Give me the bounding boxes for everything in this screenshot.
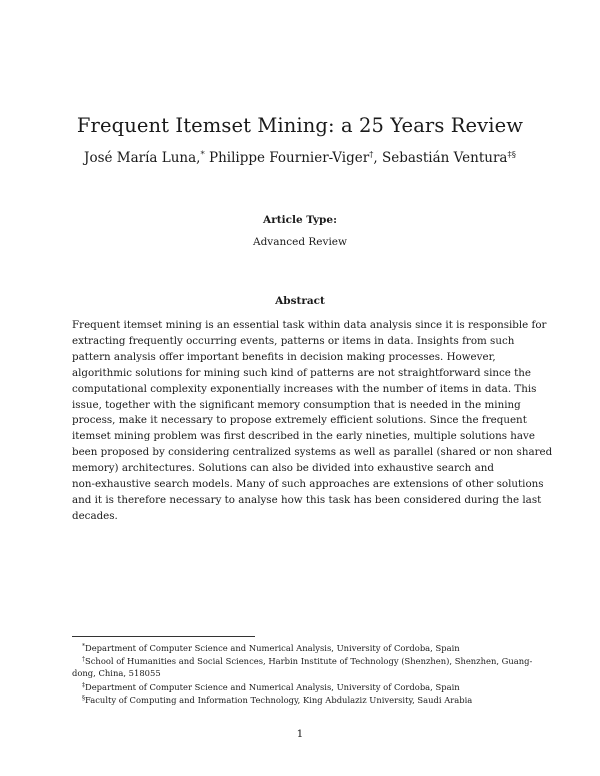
- footnote-text: School of Humanities and Social Sciences, Harbin Institute of Technology (Shenzhen), Shenzhen, Guang-: [85, 656, 533, 667]
- footnote-mark: ‡: [82, 681, 85, 689]
- abstract-line: process, make it necessary to propose extremely efficient solutions. Since the frequent: [72, 414, 527, 427]
- author-name: José María Luna,: [84, 150, 201, 166]
- abstract-line: been proposed by considering centralized systems as well as parallel (shared or non shared: [72, 446, 553, 459]
- author-list: [0, 150, 600, 166]
- footnote: [72, 641, 532, 654]
- abstract-line: issue, together with the significant memory consumption that is needed in the mining: [72, 398, 521, 411]
- article-type-value: Advanced Review: [252, 236, 348, 248]
- abstract-line: extracting frequently occurring events, patterns or items in data. Insights from such: [72, 334, 515, 347]
- abstract-line: itemset mining problem was first described in the early nineties, multiple solutions have: [72, 430, 535, 443]
- abstract-line: decades.: [72, 509, 118, 522]
- footnote-continuation: dong, China, 518055: [72, 668, 161, 679]
- author-mark: *: [200, 150, 205, 160]
- abstract-line: pattern analysis offer important benefits in decision making processes. However,: [72, 350, 496, 363]
- paper-title: Frequent Itemset Mining: a 25 Years Review: [76, 114, 524, 137]
- footnote-mark: §: [82, 694, 85, 702]
- footnote-text: Department of Computer Science and Numerical Analysis, University of Cordoba, Spain: [85, 681, 460, 692]
- footnote: [72, 680, 532, 693]
- footnote: [72, 654, 532, 667]
- abstract-line: Frequent itemset mining is an essential task within data analysis since it is responsible for: [72, 319, 547, 331]
- footnote-text: Faculty of Computing and Information Technology, King Abdulaziz University, Saudi Arabia: [85, 694, 473, 705]
- abstract-line: and it is therefore necessary to analyse how this task has been considered during the last: [72, 493, 542, 506]
- abstract-line: memory) architectures. Solutions can also be divided into exhaustive search and: [72, 462, 494, 475]
- abstract-line: computational complexity exponentially increases with the number of items in data. This: [72, 382, 537, 395]
- article-type-label: Article Type:: [263, 214, 337, 226]
- footnote-mark: *: [82, 643, 85, 650]
- abstract-body: [72, 318, 553, 525]
- abstract-line: non-exhaustive search models. Many of such approaches are extensions of other solutions: [72, 478, 544, 491]
- page-number: 1: [296, 728, 304, 740]
- abstract-line: algorithmic solutions for mining such kind of patterns are not straightforward since the: [72, 366, 532, 379]
- author-name: Philippe Fournier-Viger: [204, 150, 370, 166]
- footnote: [72, 693, 532, 706]
- footnote-text: Department of Computer Science and Numerical Analysis, University of Cordoba, Spain: [85, 643, 460, 653]
- footnote-mark: †: [82, 656, 85, 664]
- abstract-heading: Abstract: [275, 295, 325, 307]
- footnotes: [72, 641, 532, 706]
- author-name: , Sebastián Ventura: [373, 150, 508, 166]
- author-mark: †: [369, 150, 374, 160]
- footnote-divider: [72, 636, 255, 637]
- author-mark: ‡§: [507, 150, 516, 160]
